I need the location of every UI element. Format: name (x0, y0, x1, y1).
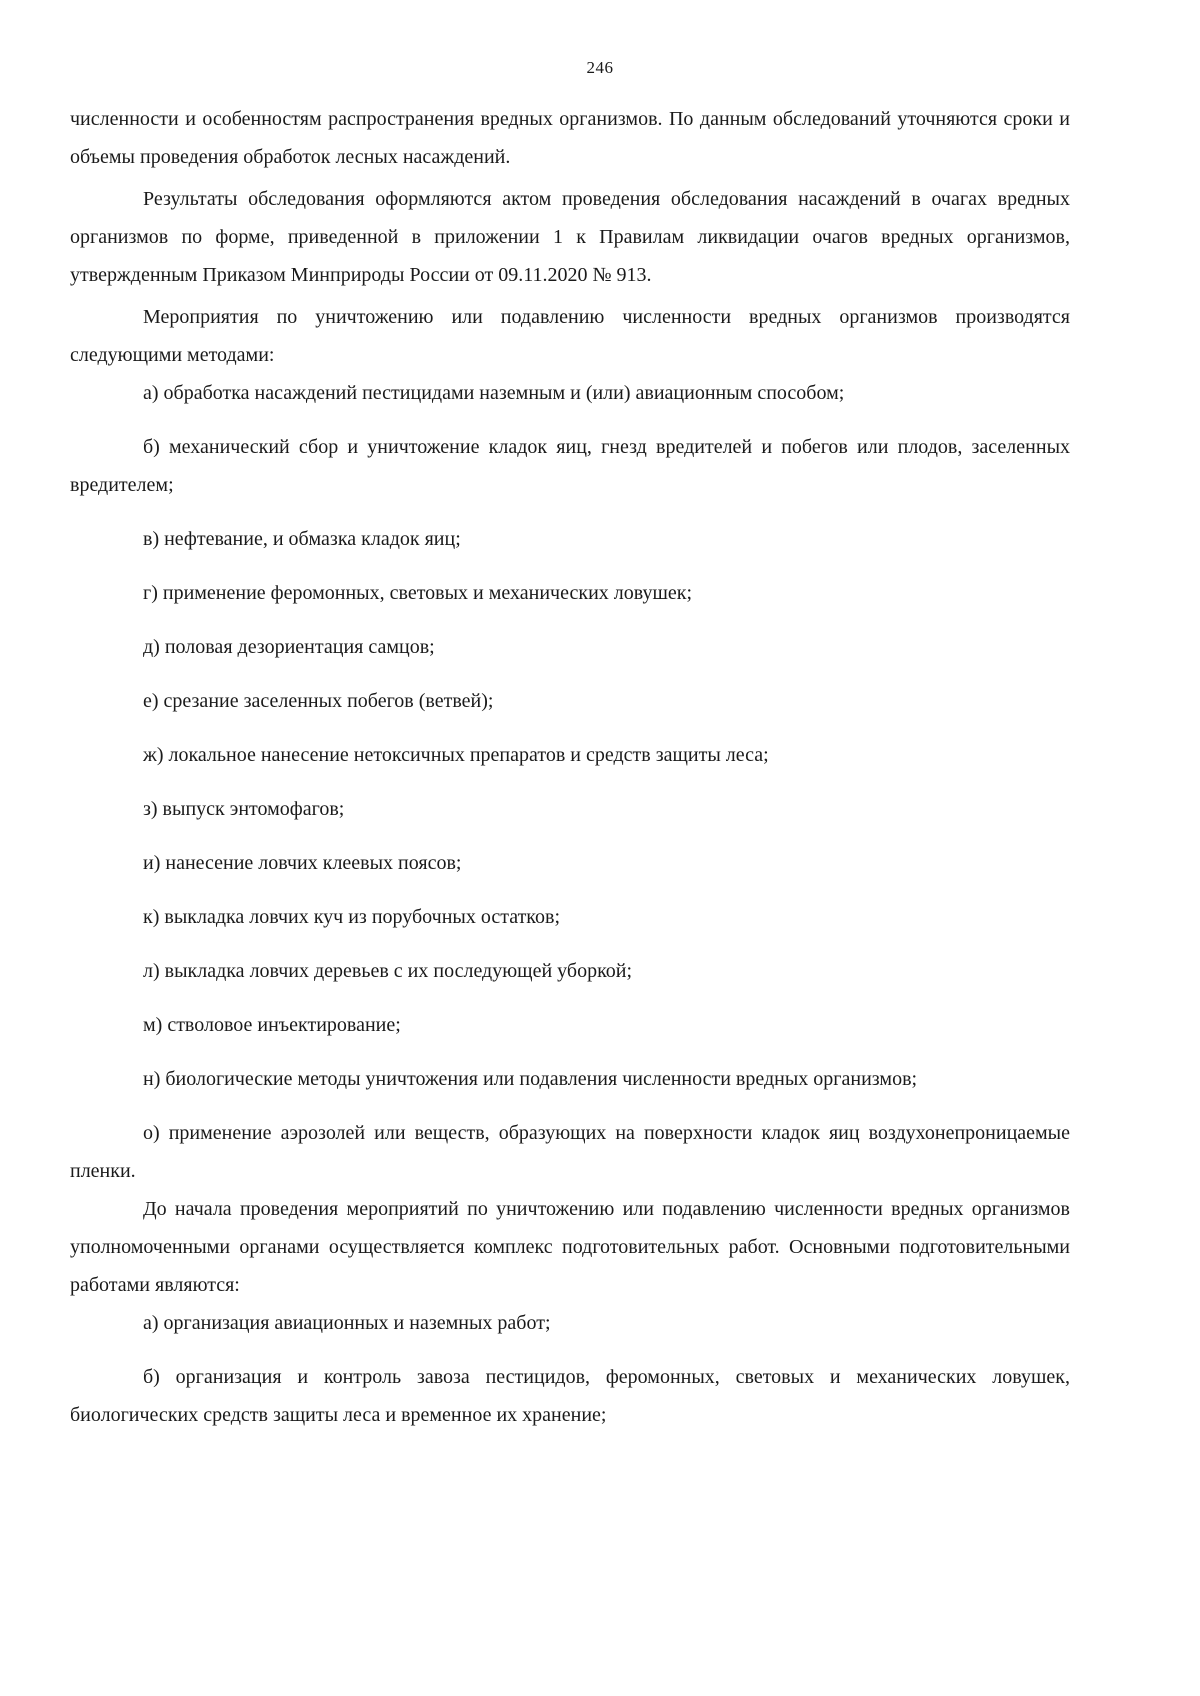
paragraph-methods-intro: Мероприятия по уничтожению или подавлению численности вредных организмов производятся следующими методами: (70, 306, 1070, 366)
list-item: и) нанесение ловчих клеевых поясов; (143, 852, 462, 874)
list-item: а) обработка насаждений пестицидами наземным и (или) авиационным способом; (143, 382, 845, 404)
list-item: н) биологические методы уничтожения или подавления численности вредных организмов; (143, 1068, 918, 1090)
list-item: л) выкладка ловчих деревьев с их последующей уборкой; (143, 960, 633, 982)
paragraph-intro: численности и особенностям распространения вредных организмов. По данным обследований уточняются сроки и объемы проведения обработок лесных насаждений. (70, 108, 1070, 168)
paragraph-survey-results: Результаты обследования оформляются актом проведения обследования насаждений в очагах вредных организмов по форме, приведенной в приложении 1 к Правилам ликвидации очагов вредных организмов, утвержденным Приказом Минприроды России от 09.11.2020 № 913. (70, 188, 1070, 286)
paragraph-preparatory-works: До начала проведения мероприятий по уничтожению или подавлению численности вредных организмов уполномоченными органами осуществляется комплекс подготовительных работ. Основными подготовительными работами являются: (70, 1198, 1070, 1296)
list-item: а) организация авиационных и наземных работ; (143, 1312, 551, 1334)
list-item: б) механический сбор и уничтожение кладок яиц, гнезд вредителей и побегов или плодов, заселенных вредителем; (70, 436, 1070, 496)
list-item: г) применение феромонных, световых и механических ловушек; (143, 582, 693, 604)
body-text (70, 100, 1070, 1434)
list-item: о) применение аэрозолей или веществ, образующих на поверхности кладок яиц воздухонепроницаемые пленки. (70, 1122, 1070, 1182)
list-item: б) организация и контроль завоза пестицидов, феромонных, световых и механических ловушек, биологических средств защиты леса и временное их хранение; (70, 1366, 1070, 1426)
page-number: 246 (586, 58, 614, 77)
list-item: в) нефтевание, и обмазка кладок яиц; (143, 528, 461, 550)
list-item: ж) локальное нанесение нетоксичных препаратов и средств защиты леса; (143, 744, 769, 766)
list-item: д) половая дезориентация самцов; (143, 636, 435, 658)
list-item: з) выпуск энтомофагов; (143, 798, 345, 820)
list-item: к) выкладка ловчих куч из порубочных остатков; (143, 906, 561, 928)
list-item: м) стволовое инъектирование; (143, 1014, 401, 1036)
list-item: е) срезание заселенных побегов (ветвей); (143, 690, 494, 712)
